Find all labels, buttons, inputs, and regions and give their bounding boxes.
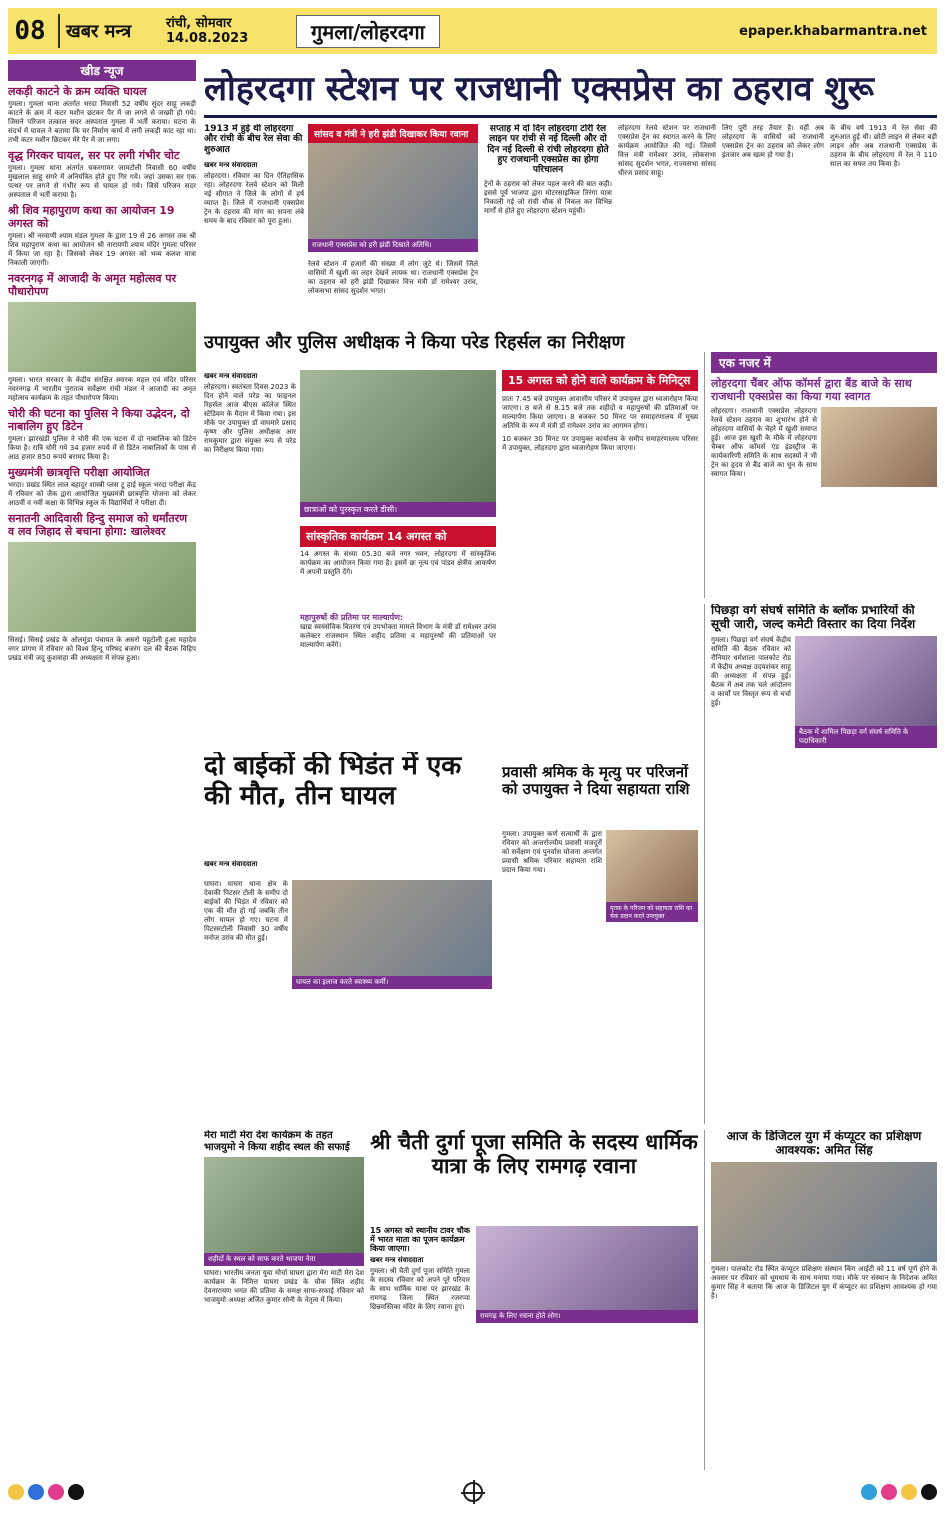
chaiti-kicker: 15 अगस्त को स्थानीय टावर चौक में भारत माता का पूजन कार्यक्रम किया जाएगा। xyxy=(370,1226,470,1254)
cleaning-photo xyxy=(204,1157,364,1253)
story-body: भरदा। प्रखंड स्थित लाल बहादुर शास्त्री प्लस टू हाई स्कूल भरदा परीक्षा केंद्र में रविवार को जैक द्वारा आयोजित मुख्यमंत्री छात्रवृत्ति योजना को लेकर आठवीं व नवीं कक्षा के विभिन्न स्कूल के विद्यार्थियों ने परीक्षा दी। xyxy=(8,481,196,507)
lead-story-col5 xyxy=(722,124,824,324)
bikes-col1 xyxy=(204,880,288,1080)
lead-story-col1 xyxy=(204,124,304,324)
cheque-photo xyxy=(606,830,698,902)
chaiti-headline: श्री चैती दुर्गा पूजा समिति के सदस्य धार्मिक यात्रा के लिए रामगढ़ रवाना xyxy=(370,1130,698,1179)
color-dots-right xyxy=(861,1484,937,1500)
header-divider xyxy=(58,14,60,48)
lead-story-col3 xyxy=(484,124,612,324)
mera-mati-headline: मेरा माटी मेरा देश कार्यक्रम के तहत भाजयुमो ने किया शहीद स्थल की सफाई xyxy=(204,1130,350,1153)
computer-headline: आज के डिजिटल युग में कंप्यूटर का प्रशिक्षण आवश्यक: अमित सिंह xyxy=(726,1130,922,1157)
plantation-photo xyxy=(8,302,196,372)
nazar-title: लोहरदगा चैंबर ऑफ कॉमर्स द्वारा बैंड बाजे के साथ राजधानी एक्सप्रेस का किया गया स्वागत xyxy=(711,377,912,403)
page-number: 08 xyxy=(14,16,46,46)
mahapurush-title: महापुरुषों की प्रतिमा पर माल्यार्पण: xyxy=(300,613,404,622)
pravasi-col1 xyxy=(502,830,602,1080)
pravasi-photo-block xyxy=(606,830,698,930)
lead-story-col2 xyxy=(308,260,478,324)
bikes-headline-block xyxy=(204,752,494,852)
computer-body: गुमला। पालकोट रोड स्थित कंप्यूटर प्रशिक्षण संस्थान किंग आईटी को 11 वर्ष पूर्ण होने के अवसर पर रविवार को धूमधाम के साथ मनाया गया। मौके पर संस्थान के निदेशक अमित कुमार सिंह ने बताया कि आज के डिजिटल युग में कंप्यूटर का प्रशिक्षण आवश्यक हो गया है। xyxy=(711,1264,937,1300)
nazar-box xyxy=(704,352,937,598)
minutes-box xyxy=(502,370,698,560)
pichhda-story xyxy=(704,604,937,1124)
pravasi-photo-caption: मृतक के परिजन को सहायता राशि का चेक प्रदान करते उपायुक्त xyxy=(606,902,698,922)
chaiti-body: गुमला। श्री चैती दुर्गा पूजा समिति गुमला के सदस्य रविवार को अपने पूरे परिवार के साथ धार्मिक यात्रा पर झारखंड के रामगढ़ जिला स्थित रजरप्पा छिन्नमस्तिका मंदिर के लिए रवाना हुए। xyxy=(370,1266,470,1311)
mera-mati-body: घाघरा। भारतीय जनता युवा मोर्चा घाघरा द्वारा मेरा माटी मेरा देश कार्यक्रम के निमित्त घाघरा प्रखंड के चौक स्थित शहीद देवनारायण भगत की प्रतिमा के समक्ष साफ-सफाई रविवार को भाजयुमो अध्यक्ष अजित कुमार सोनी के नेतृत्व में किया। xyxy=(204,1269,364,1304)
band-welcome-photo xyxy=(821,407,937,487)
registration-color-dot xyxy=(901,1484,917,1500)
pravasi-headline-block xyxy=(502,764,698,824)
chaiti-dateline: खबर मन्त्र संवाददाता xyxy=(370,1255,424,1264)
story-title: श्री शिव महापुराण कथा का आयोजन 19 अगस्त को xyxy=(8,204,175,230)
bikes-body: घाघरा। घाघरा थाना क्षेत्र के देवाकी पिटसर टोली के समीप दो बाईकों की भिड़ंत में रविवार को एक की मौत हो गई जबकि तीन लोग घायल हो गए। घटना में पिटसरटोली निवासी 30 वर्षीय मनोज उरांव की मौत हुई। xyxy=(204,880,288,942)
story-title: मुख्यमंत्री छात्रवृत्ति परीक्षा आयोजित xyxy=(8,466,150,479)
chaiti-col1 xyxy=(370,1226,470,1466)
bikes-photo-caption: घायल का इलाज करते स्वास्थ्य कर्मी। xyxy=(292,976,492,989)
edition-date xyxy=(166,16,296,46)
nazar-badge: एक नजर में xyxy=(711,352,937,373)
lead-story-col6 xyxy=(830,124,937,324)
samiti-meeting-photo xyxy=(795,636,937,726)
departure-photo xyxy=(476,1226,698,1310)
story-body: गुमला। गुमला थाना अंतर्गत चकरगामर जामटोली निवासी 60 वर्षीय मुखलाल साहू सगरे में अनियंत्रित होते हुए गिर गये। जहां उसका सर एक पत्थर पर लगने से गंभीर रूप से घायल हो गये। जिसे परिजन सदर अस्पताल में भर्ती कराया है। xyxy=(8,164,196,199)
registration-color-dot xyxy=(861,1484,877,1500)
lead-dateline: खबर मन्त्र संवाददाता xyxy=(204,161,258,170)
train-flag-photo xyxy=(308,143,478,239)
lead-body-6: के बीच वर्ष 1913 में रेल सेवा की शुरुआत हुई थी। छोटी लाइन से लेकर बड़ी लाइन और अब राजधानी एक्सप्रेस के ठहराव के बीच लोहरदगा में रेल ने 110 साल का सफर तय किया है। xyxy=(830,124,937,168)
story-body: सिसई। सिसई प्रखंड के ओलमुंडा पंचायत के असरो पहुटोली हुआ महादेव नगर प्रांगण में रविवार को विश्व हिन्दू परिषद बजरंग दल की बैठक विहिप प्रखंड मंत्री जदु कुशवाहा की अध्यक्षता में संपन्न हुआ। xyxy=(8,636,196,662)
section-title: गुमला/लोहरदगा xyxy=(296,15,440,48)
print-registration-strip xyxy=(8,1478,937,1506)
lead-body-3: ट्रेनों के ठहराव को लेकर पहल करने की बात कही। इससे पूर्व भाजपा द्वारा मोटरसाइकिल तिरंगा यात्रा निकाली गई जो रांची चौक से निकल कर विभिन्न मार्गों से होते हुए लोहरदगा स्टेशन पहुंची। xyxy=(484,179,612,215)
story-body: गुमला। श्री नरवाणी श्याम मंडल गुमला के द्वारा 19 से 26 अगस्त तक श्री शिव महापुराण कथा का आयोजन श्री नारायणी श्याम मंदिर गुमला परिसर में किया जा रहा है। जिसको लेकर 19 अगस्त को भव्य कलश यात्रा निकाली जाएगी। xyxy=(8,232,196,267)
pichhda-headline: पिछड़ा वर्ग संघर्ष समिति के ब्लॉक प्रभारियों की सूची जारी, जल्द कमेटी विस्तार का दिया निर्देश xyxy=(711,604,916,631)
briefs-badge: खीड न्यूज xyxy=(8,60,196,81)
lead-body-1: लोहरदगा। रविवार का दिन ऐतिहासिक रहा। लोहरदगा रेलवे स्टेशन को मिली नई सौगात ने जिले के लोगों में हर्ष व्याप्त है। जिले में राजधानी एक्सप्रेस ट्रेन के ठहराव की मांग का सपना लंबे समय के बाद रविवार को पूरा हुआ। xyxy=(204,172,304,226)
story-title: लकड़ी काटने के क्रम व्यक्ति घायल xyxy=(8,85,147,98)
bikes-photo-block xyxy=(292,880,492,990)
hospital-photo xyxy=(292,880,492,976)
mera-mati-photo-caption: शहीदों के स्थल को साफ करते भाजपा नेता xyxy=(204,1253,364,1266)
date-text: 14.08.2023 xyxy=(166,31,249,46)
epaper-link[interactable]: epaper.khabarmantra.net xyxy=(739,23,927,39)
left-news-column xyxy=(8,60,196,1465)
bikes-headline: दो बाईकों की भिडंत में एक की मौत, तीन घायल xyxy=(204,752,462,811)
mera-mati-story xyxy=(204,1130,364,1470)
main-headline: लोहरदगा स्टेशन पर राजधानी एक्सप्रेस का ठहराव शुरू xyxy=(204,60,937,118)
pichhda-photo-caption: बैठक में शामिल पिछड़ा वर्ग संघर्ष समिति के पदाधिकारी xyxy=(795,726,937,748)
cultural-body: 14 अगस्त के संध्या 05.30 बजे नगर भवन, लोहरदगा में सांस्कृतिक कार्यक्रम का आयोजन किया गया है। इसमें छः नृत्य एवं पांडव क्षेत्रीय आकर्षण में अपनी प्रस्तुति देंगे। xyxy=(300,550,496,576)
story-title: नवरनगढ़ में आजादी के अमृत महोत्सव पर पौधारोपण xyxy=(8,272,177,298)
registration-color-dot xyxy=(28,1484,44,1500)
registration-color-dot xyxy=(8,1484,24,1500)
lead-body-4: लोहरदगा रेलवे स्टेशन पर राजधानी एक्सप्रेस ट्रेन का स्वागत करने के लिए कार्यक्रम आयोजित की गई। जिसमें वित्त मंत्री रामेश्वर उरांव, लोकसभा सांसद सुदर्शन भगत, राज्यसभा सांसद धीरज प्रसाद साहू। xyxy=(618,124,716,177)
story-body: गुमला। झारखंडी पुलिस ने चोरी की एक घटना में दो नाबालिक को डिटेन किया है। रात्रि चोरी गये 34 हजार रुपये में से डिटेन नाबालिकों के पास से आठ हजार 850 रूपये बरामद किया है। xyxy=(8,435,196,461)
brand-name: खबर मन्त्र xyxy=(66,21,132,42)
story-body: गुमला। भारत सरकार के केंद्रीय संरक्षित स्मारक महल एवं मंदिर परिसर नवरनगढ़ में भारतीय पुरातत्व सर्वेक्षण रांची मंडल ने आजादी का अमृत महोत्सव कार्यक्रम के तहत पौधारोपण किया। xyxy=(8,376,196,402)
lead-story-col4 xyxy=(618,124,716,324)
minutes-body: प्रातः 7.45 बजे उपायुक्त आवासीय परिसर में उपायुक्त द्वारा ध्वजारोहण किया जाएगा। 8 बजे से 8.15 बजे तक शहीदों व महापुरुषों की प्रतिमाओं पर माल्यार्पण किया जाएगा। 8 बजकर 50 मिनट पर समाहरणालय में मुख्य अतिथि के रूप में मंत्री डॉ रामेश्वर उरांव का आगमन होगा। xyxy=(502,395,698,430)
lead-pullquote: सप्ताह में दो दिन लोहरदगा टोरी रेल लाइन पर रांची से नई दिल्ली और दो दिन नई दिल्ली से रांची लोहरदगा होते हुए राजधानी एक्सप्रेस का होगा परिचालन xyxy=(487,124,609,176)
parade-body: लोहरदगा। स्वतंत्रता दिवस 2023 के दिन होने वाले परेड का फाइनल रिहर्सल आज बीएस कॉलेज स्थित स्टेडियम के मैदान में किया गया। इस मौके पर उपायुक्त डॉ वाघमारे प्रसाद कृष्ण और पुलिस अधीक्षक आर रामकुमार द्वारा संयुक्त रूप से परेड का निरीक्षण किया गया। xyxy=(204,383,296,454)
registration-color-dot xyxy=(48,1484,64,1500)
pravasi-headline: प्रवासी श्रमिक के मृत्यु पर परिजनों को उपायुक्त ने दिया सहायता राशि xyxy=(502,764,690,799)
parade-headline: उपायुक्त और पुलिस अधीक्षक ने किया परेड रिहर्सल का निरीक्षण xyxy=(204,332,625,353)
registration-mark-icon xyxy=(463,1482,483,1502)
color-dots-left xyxy=(8,1484,84,1500)
mahapurush-box xyxy=(300,612,496,742)
nazar-body: लोहरदगा। राजधानी एक्सप्रेस लोहरदगा रेलवे स्टेशन ठहराव का शुभारंभ होने से लोहरदगा वासियों के चेहरे में खुशी समाप्त हुई। आज इस खुशी के मौके में लोहरदगा चैम्बर ऑफ कॉमर्स एंड इंडस्ट्रीज के कार्यकारिणी समिति के साथ सदस्यों ने भी ट्रेन का हृदय से बैंड बाजे का धुन के साथ स्वागत किया। xyxy=(711,407,817,478)
lead-photo-caption: राजधानी एक्सप्रेस को हरी झंडी दिखाते अतिथि। xyxy=(308,239,478,252)
masthead-bar xyxy=(8,8,937,54)
parade-col1 xyxy=(204,370,296,746)
story-title: चोरी की घटना का पुलिस ने किया उद्भेदन, दो नाबालिग हुए डिटेन xyxy=(8,407,190,433)
story-title: सनातनी आदिवासी हिन्दु समाज को धर्मांतरण व लव जिहाद से बचाना होगा: खालेश्वर xyxy=(8,512,188,538)
bikes-dateline: खबर मन्त्र संवाददाता xyxy=(204,860,258,868)
institute-photo xyxy=(711,1162,937,1262)
city-day: रांची, सोमवार xyxy=(166,16,232,31)
chaiti-photo-block xyxy=(476,1226,698,1326)
pravasi-body: गुमला। उपायुक्त कर्ण सत्यार्थी के द्वारा रविवार को अन्तर्राज्यीय प्रवासी मजदूरों को सर्वेक्षण एवं पुनर्वास योजना अन्तर्गत प्रवासी श्रमिक परिवार सहायता राशि प्रदान किया गया। xyxy=(502,830,602,874)
story-body: गुमला। गुमला थाना अंतर्गत भरदा निवासी 52 वर्षीय सुंदर साहू लकड़ी काटने के क्रम में कटर मशीन छटकर पैर में जा लगने से जख्मी हो गये। जिसने परिजन तत्काल सदर अस्पताल गुमला में भर्ती कराया। घटना के संदर्भ में घायल ने बताया कि घर निर्माण कार्य में लगी लकड़ी काट रहा था। तभी कटर मशीन छिटकर मेरे पैर में जा लगा। xyxy=(8,100,196,144)
computer-story xyxy=(704,1130,937,1470)
story-title: वृद्ध गिरकर घायल, सर पर लगी गंभीर चोट xyxy=(8,149,180,162)
chaiti-headline-block xyxy=(370,1130,698,1220)
mahapurush-body: खाद्य स्वयंसेविक वितरण एवं उपभोक्ता मामले विभाग के मंत्री डॉ रामेश्वर उरांव कलेक्टर राजस्थान स्थित शहीद प्रतिमा व महापुरुषों की प्रतिमाओं पर माल्यार्पण करेंगे। xyxy=(300,623,496,649)
minutes-band: 15 अगस्त को होने वाले कार्यक्रम के मिनिट्स xyxy=(502,370,698,391)
lead-photo-band: सांसद व मंत्री ने हरी झंडी दिखाकर किया रवाना xyxy=(308,124,478,143)
pichhda-body: गुमला। पिछड़ा वर्ग संघर्ष केंद्रीय समिति की बैठक रविवार को रौनियार धर्मशाला पालकोट रोड में केंद्रीय अध्यक्ष उदयशंकर साहु की अध्यक्षता में संपन्न हुई। बैठक में अब तक चले आंदोलन व कार्यों पर विस्तृत रूप से चर्चा हुई। xyxy=(711,635,791,707)
minutes-extra: 10 बजकर 30 मिनट पर उपायुक्त कार्यालय के समीप समाहरणालय परिसर में उपायुक्त, लोहरदगा द्वारा ध्वजारोहण किया जाएगा। xyxy=(502,435,698,452)
registration-color-dot xyxy=(921,1484,937,1500)
parade-photo-block xyxy=(300,370,496,520)
registration-color-dot xyxy=(881,1484,897,1500)
lead-body-2: रेलवे स्टेशन में हजारों की संख्या में लोग जुटे थे। जिसमें जिले वासियों में खुशी का लहर देखने लायक था। राजधानी एक्सप्रेस ट्रेन का ठहराव को हरी झंडी दिखाकर वित्त मंत्री डॉ रामेश्वर उरांव, लोकसभा सांसद सुदर्शन भगत। xyxy=(308,260,478,295)
lead-kicker: 1913 में हुई थी लोहरदगा और रांची के बीच रेल सेवा की शुरुआत xyxy=(204,124,303,155)
registration-color-dot xyxy=(68,1484,84,1500)
parade-photo-caption: छात्राओं को पुरस्कृत करते डीसी। xyxy=(300,502,496,517)
award-photo xyxy=(300,370,496,502)
cultural-band: सांस्कृतिक कार्यक्रम 14 अगस्त को xyxy=(300,526,496,547)
cultural-box xyxy=(300,526,496,606)
chaiti-photo-caption: रामगढ़ के लिए रवाना होते लोग। xyxy=(476,1310,698,1323)
lead-body-5: लिए पूरी तरह तैयार है। वहीं अब लोहरदगा के वासियों को राजधानी एक्सप्रेस ट्रेन का ठहराव को लेकर लोग इंतजार अब खत्म हो गया है। xyxy=(722,124,824,159)
meeting-photo xyxy=(8,542,196,632)
parade-dateline: खबर मन्त्र संवाददाता xyxy=(204,372,258,380)
lead-photo-block xyxy=(308,124,478,256)
